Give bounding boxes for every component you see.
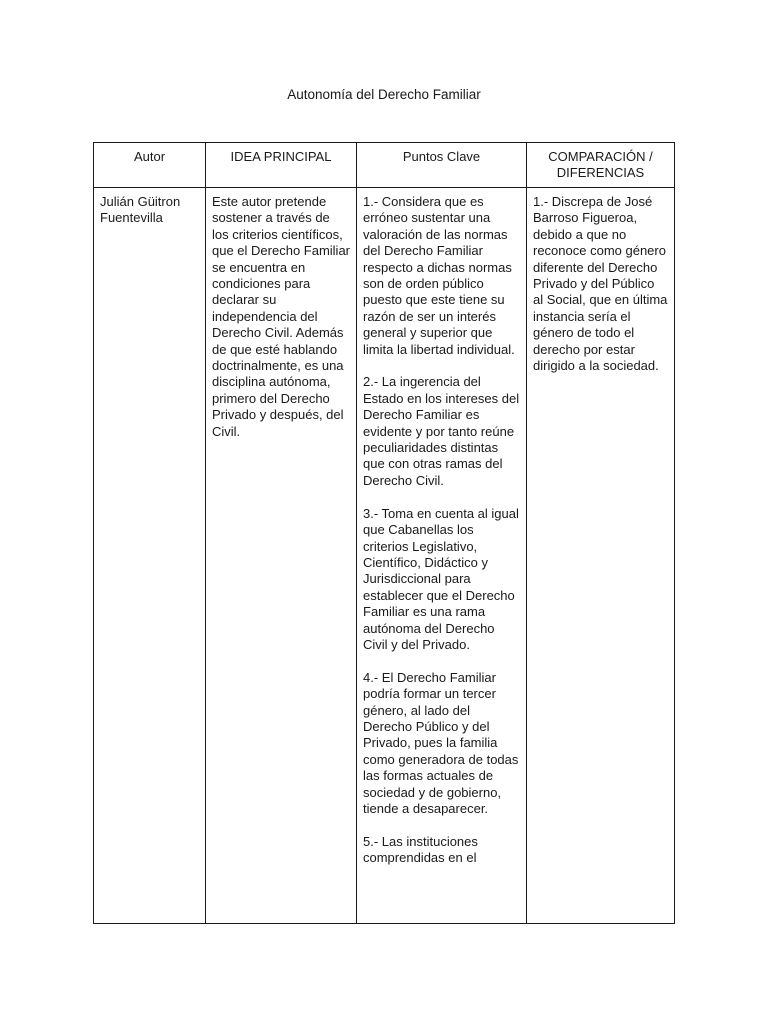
header-comparacion: COMPARACIÓN / DIFERENCIAS [527, 143, 675, 188]
punto-clave-3: 3.- Toma en cuenta al igual que Cabanellas los criterios Legislativo, Científico, Didáctico y Jurisdiccional para establecer que el Derecho Familiar es una rama autónoma del Derecho Civil y del Privado. [363, 505, 519, 652]
table-row [94, 188, 675, 924]
comparison-table [93, 142, 675, 924]
header-idea-principal: IDEA PRINCIPAL [206, 143, 357, 188]
table-header-row [94, 143, 675, 188]
punto-clave-2: 2.- La ingerencia del Estado en los intereses del Derecho Familiar es evidente y por tanto reúne peculiaridades distintas que con otras ramas del Derecho Civil. [363, 374, 520, 488]
punto-clave-4: 4.- El Derecho Familiar podría formar un tercer género, al lado del Derecho Público y del Privado, pues la familia como generadora de todas las formas actuales de sociedad y de gobierno, tiende a desaparecer. [363, 669, 519, 816]
punto-clave-5: 5.- Las instituciones comprendidas en el [363, 833, 478, 866]
cell-puntos-clave [357, 188, 527, 924]
cell-comparacion: 1.- Discrepa de José Barroso Figueroa, debido a que no reconoce como género diferente del Derecho Privado y del Público al Social, que en última instancia sería el género de todo el derecho por estar dirigido a la sociedad. [527, 188, 675, 924]
header-autor: Autor [94, 143, 206, 188]
cell-idea-principal: Este autor pretende sostener a través de los criterios científicos, que el Derecho Familiar se encuentra en condiciones para declarar su independencia del Derecho Civil. Además de que esté hablando doctrinalmente, es una disciplina autónoma, primero del Derecho Privado y después, del Civil. [206, 188, 357, 924]
header-puntos-clave: Puntos Clave [357, 143, 527, 188]
punto-clave-1: 1.- Considera que es erróneo sustentar una valoración de las normas del Derecho Familiar respecto a dichas normas son de orden público puesto que este tiene su razón de ser un interés general y superior que limita la libertad individual. [363, 194, 515, 357]
document-title: Autonomía del Derecho Familiar [287, 87, 481, 102]
cell-autor: Julián Güitron Fuentevilla [94, 188, 206, 924]
